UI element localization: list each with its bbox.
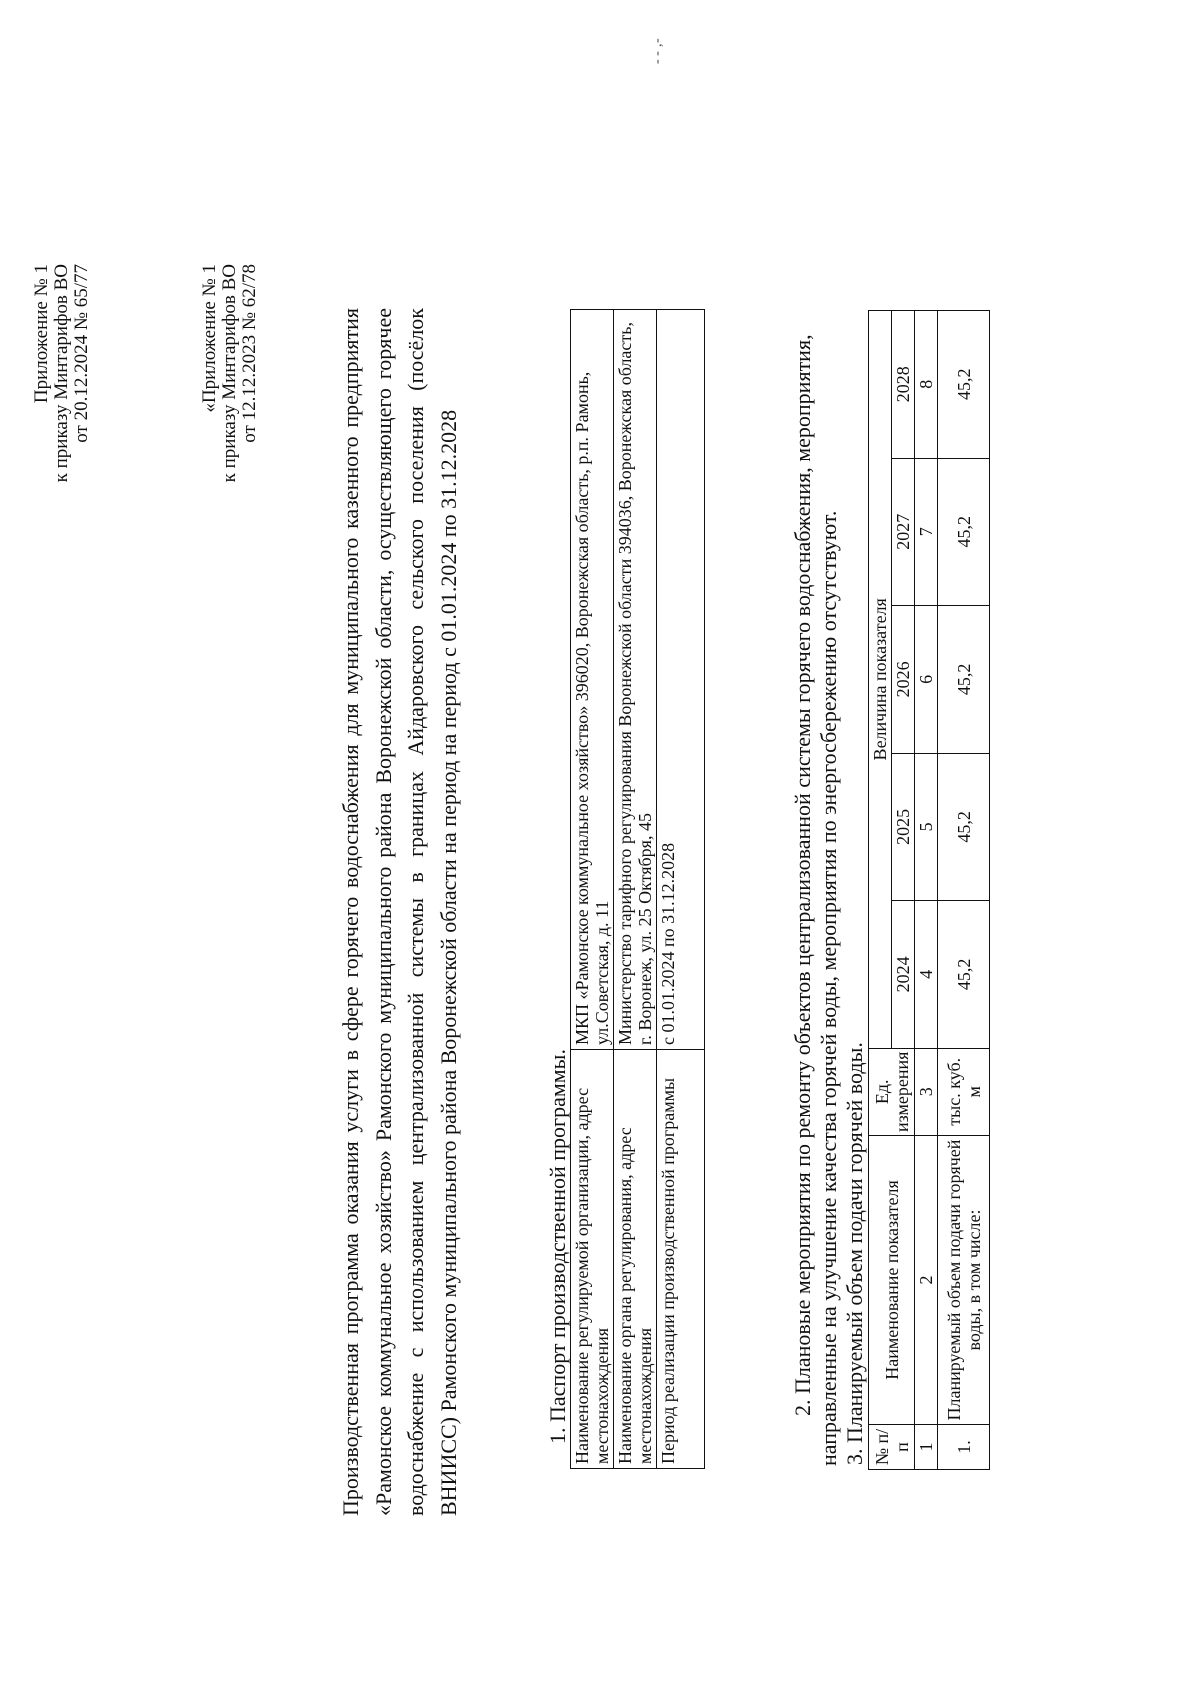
table-row [657,310,705,1469]
header-year: 2025 [892,753,915,901]
scan-artifact: - ‐ ‚- [650,38,665,64]
header-year: 2024 [892,901,915,1049]
passport-value: МКП «Рамонское коммунальное хозяйство» 396020, Воронежская область, р.п. Рамонь, ул.Советская, д. 11 [571,310,614,1050]
section-2-text [790,266,842,1466]
table-index-row [915,311,938,1470]
header-value-group: Величина показателя [869,311,892,1049]
index-cell: 4 [915,901,938,1049]
passport-label: Период реализации производственной программы [657,1050,705,1469]
appendix-line: от 12.12.2023 № 62/78 [239,264,260,443]
appendix-line: Приложение № 1 [31,264,52,404]
header-year: 2027 [892,458,915,606]
passport-label: Наименование органа регулирования, адрес местонахождения [614,1050,657,1469]
row-name: Планируемый объем подачи горячей воды, в том числе: [938,1136,990,1425]
index-cell: 2 [915,1136,938,1425]
row-value: 45,2 [938,753,990,901]
section-2-line: направленные на улучшение качества горячей воды, мероприятия по энергосбережению отсутствуют. [816,510,841,1466]
section-2-line: 2. Плановые мероприятия по ремонту объектов централизованной системы горячего водоснабжения, мероприятия, [790,334,815,1416]
index-cell: 8 [915,311,938,459]
passport-value: Министерство тарифного регулирования Воронежской области 394036, Воронежская область, г. Воронеж, ул. 25 Октября, 45 [614,310,657,1050]
header-num: № п/п [869,1425,915,1470]
header-unit: Ед. измерения [869,1048,915,1135]
indicators-table [868,310,990,1470]
index-cell: 6 [915,606,938,754]
index-cell: 7 [915,458,938,606]
table-header-row [869,311,892,1470]
row-unit: тыс. куб. м [938,1048,990,1135]
header-year: 2028 [892,311,915,459]
section-1-title: 1. Паспорт производственной программы. [545,1049,570,1444]
appendix-header-current [32,264,92,684]
table-row [614,310,657,1469]
row-num: 1. [938,1425,990,1470]
appendix-header-previous [200,264,260,684]
row-value: 45,2 [938,458,990,606]
row-value: 45,2 [938,311,990,459]
table-row [571,310,614,1469]
index-cell: 3 [915,1048,938,1135]
index-cell: 5 [915,753,938,901]
section-3-title: 3. Планируемый объем подачи горячей воды. [842,1042,867,1465]
index-cell: 1 [915,1425,938,1470]
appendix-line: от 20.12.2024 № 65/77 [71,264,92,443]
table-row [938,311,990,1470]
document-title: Производственная программа оказания услуги в сфере горячего водоснабжения для муниципального казенного предприятия «Рамонское коммунальное хозяйство» Рамонского муниципального района Воронежской области, осуществляющего горячее водоснабжение с использованием централизованной системы в границах Айдаровского сельского поселения (посёлок ВНИИСС) Рамонского муниципального района Воронежской области на период на период с 01.01.2024 по 31.12.2028 [338,308,461,1516]
passport-value: с 01.01.2024 по 31.12.2028 [657,310,705,1050]
header-year: 2026 [892,606,915,754]
passport-table [570,309,705,1469]
row-value: 45,2 [938,901,990,1049]
passport-label: Наименование регулируемой организации, адрес местонахождения [571,1050,614,1469]
row-value: 45,2 [938,606,990,754]
header-name: Наименование показателя [869,1136,915,1425]
appendix-line: «Приложение № 1 [199,264,220,413]
appendix-line: к приказу Минтарифов ВО [51,264,72,483]
appendix-line: к приказу Минтарифов ВО [219,264,240,483]
